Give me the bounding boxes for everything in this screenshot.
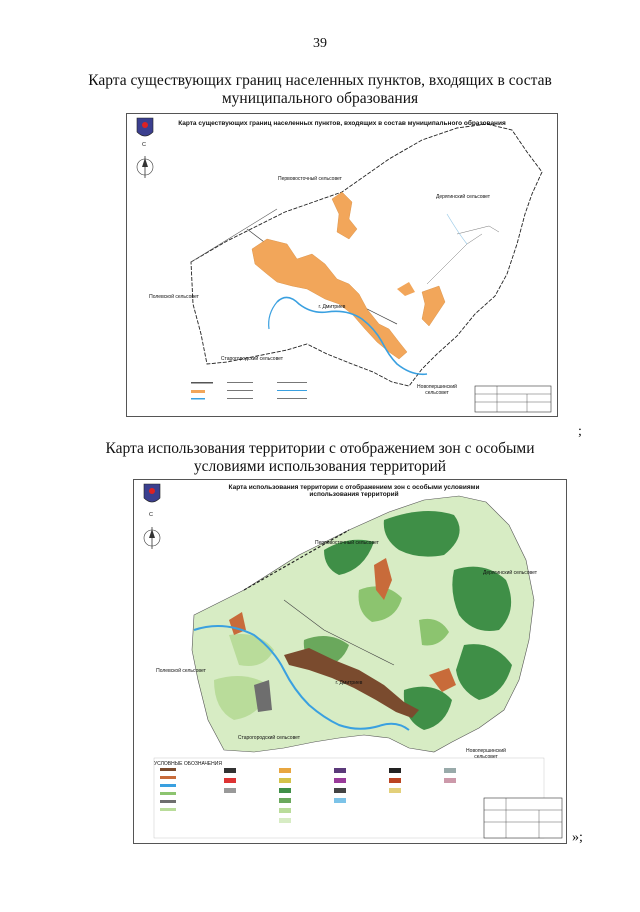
north-arrow-icon: [137, 156, 153, 178]
map1-label-novoperesh: Новопершинский сельсовет: [417, 384, 457, 396]
settlement-area-east: [422, 286, 445, 326]
map2-label-dmitriev: г. Дмитриев: [335, 680, 363, 686]
map2-label-novoperesh: Новопершинский сельсовет: [466, 748, 506, 760]
map-territory-use-frame: [133, 479, 567, 844]
map1-compass-letter: С: [142, 142, 146, 148]
map2-title: [184, 484, 524, 498]
municipal-boundary: [191, 124, 542, 386]
section1-heading-line1: Карта существующих границ населенных пунктов, входящих в состав: [88, 72, 552, 89]
map2-label-polevoy: Полевской сельсовет: [156, 668, 206, 674]
map2-label-starogorod: Старогородский сельсовет: [237, 735, 301, 741]
map-territory-use-drawing: [134, 480, 566, 843]
map2-title-line1: Карта использования территории с отображением зон с особыми условиями: [228, 484, 480, 491]
settlement-area-north: [332, 192, 357, 239]
drawing-title-block: [475, 386, 551, 412]
settlement-area-main: [252, 239, 407, 359]
coat-of-arms-icon: [137, 118, 153, 136]
section1-heading-line2: муниципального образования: [221, 90, 419, 107]
map2-label-pervovesh: Первовосточный сельсовет: [315, 540, 379, 546]
section2-heading-line1: Карта использования территории с отображением зон с особыми: [105, 440, 535, 457]
punct-after-map1: ;: [578, 424, 582, 439]
map1-label-polevoy: Полевской сельсовет: [149, 294, 199, 300]
section1-heading: [80, 72, 560, 108]
section2-heading-line2: условиями использования территорий: [193, 458, 447, 475]
map-borders-frame: [126, 113, 558, 417]
map1-label-starogorod: Старогородский сельсовет: [220, 356, 284, 362]
coat-of-arms-icon: [144, 484, 160, 502]
map1-label-pervovesh: Первовосточный сельсовет: [278, 176, 342, 182]
map2-legend-title: УСЛОВНЫЕ ОБОЗНАЧЕНИЯ: [154, 761, 222, 767]
map2-label-deryag: Дерягинский сельсовет: [482, 570, 538, 576]
page-number: 39: [313, 36, 327, 51]
punct-after-map2: »;: [572, 830, 583, 845]
north-arrow-icon: [144, 527, 160, 549]
map2-title-line2: использования территорий: [309, 491, 399, 498]
map-borders-drawing: [127, 114, 557, 416]
map1-label-dmitriev: г. Дмитриев: [318, 304, 346, 310]
map1-title: Карта существующих границ населенных пунктов, входящих в состав муниципального образования: [178, 120, 506, 127]
map2-compass-letter: С: [149, 512, 153, 518]
map-legend: [191, 382, 307, 400]
drawing-title-block: [484, 798, 562, 838]
map1-label-deryag: Дерягинский сельсовет: [435, 194, 491, 200]
section2-heading: [80, 440, 560, 476]
